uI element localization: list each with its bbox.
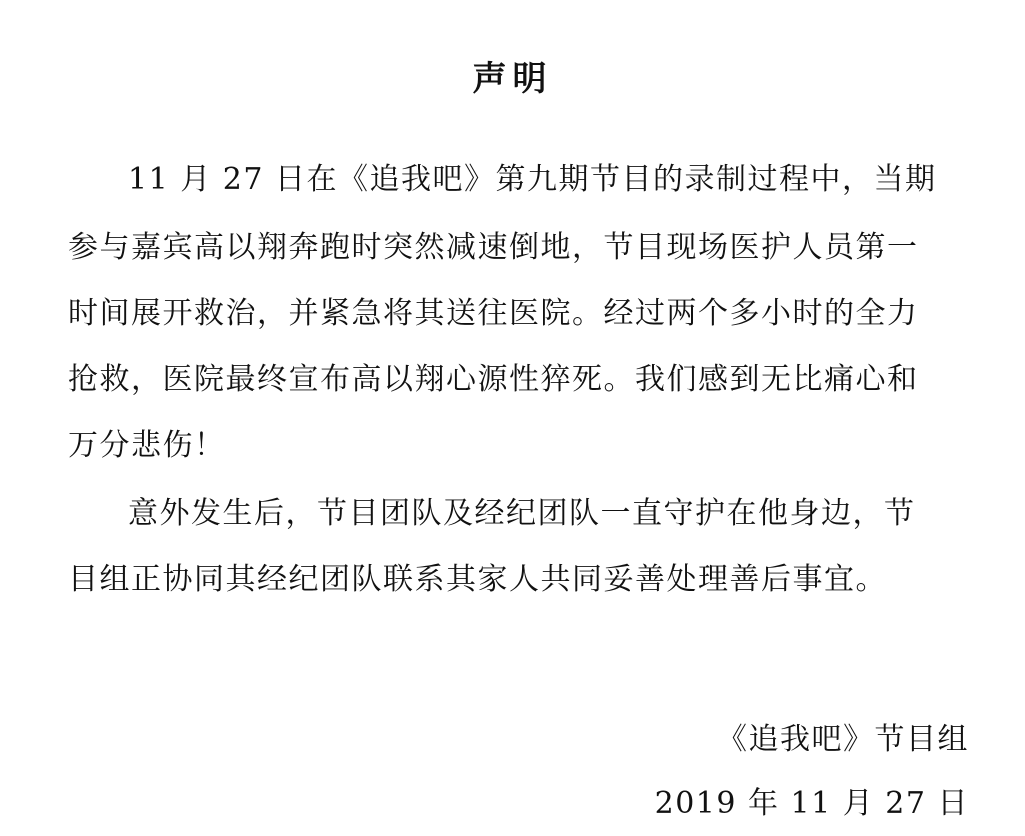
signature-organization: 《追我吧》节目组	[717, 722, 969, 757]
paragraph-1-line-1: 11 月 27 日在《追我吧》第九期节目的录制过程中，当期	[128, 162, 937, 197]
paragraph-1-line-2: 参与嘉宾高以翔奔跑时突然减速倒地，节目现场医护人员第一	[68, 230, 919, 265]
paragraph-2-line-1: 意外发生后，节目团队及经纪团队一直守护在他身边，节	[128, 496, 916, 531]
document-title: 声明	[472, 59, 553, 99]
paragraph-1-line-4: 抢救，医院最终宣布高以翔心源性猝死。我们感到无比痛心和	[68, 362, 919, 397]
paragraph-1-line-3: 时间展开救治，并紧急将其送往医院。经过两个多小时的全力	[68, 296, 919, 331]
signature-date: 2019 年 11 月 27 日	[654, 786, 969, 821]
paragraph-1-line-5: 万分悲伤！	[68, 428, 226, 463]
paragraph-2-line-2: 目组正协同其经纪团队联系其家人共同妥善处理善后事宜。	[68, 562, 887, 597]
